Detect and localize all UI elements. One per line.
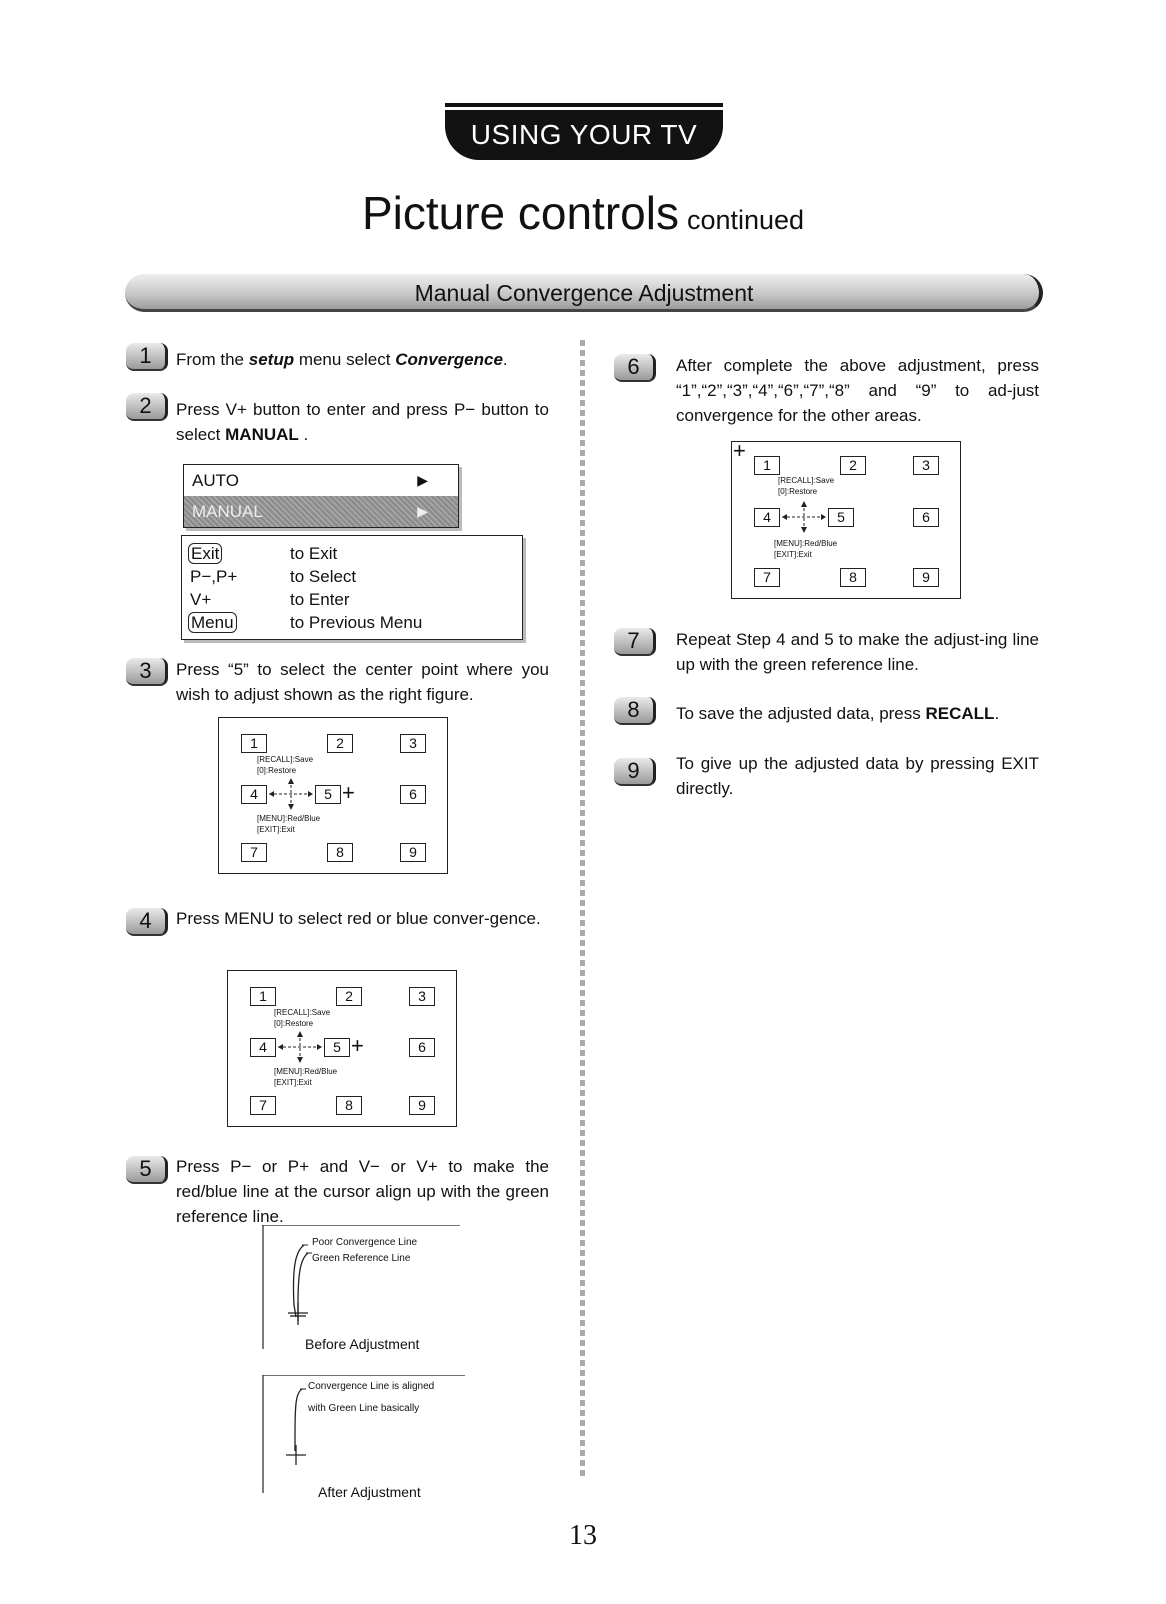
exit-key-icon: Exit: [188, 543, 222, 564]
grid-box-3: 3: [409, 987, 435, 1006]
grid-note-menu: [MENU]:Red/Blue: [274, 1067, 338, 1076]
section-banner-title: Manual Convergence Adjustment: [414, 280, 754, 306]
grid-note-recall: [RECALL]:Save: [274, 1008, 331, 1017]
label-green-reference-line: Green Reference Line: [312, 1253, 411, 1264]
cross-arrows-icon: [276, 1029, 324, 1065]
menu-key-icon: Menu: [188, 612, 237, 633]
legend-action-menu: to Previous Menu: [290, 613, 423, 632]
grid-note-menu: [MENU]:Red/Blue: [774, 539, 838, 548]
after-adjustment-figure: [260, 1375, 465, 1495]
legend-action-select: to Select: [290, 567, 357, 586]
step-badge-5: 5: [126, 1156, 168, 1184]
grid-figure-step3: [218, 717, 448, 874]
step-6-text: After complete the above adjustment, press “1”,“2”,“3”,“4”,“6”,“7”,“8” and “9” to ad-just convergence for the other areas.: [676, 356, 1039, 425]
step-2-post: .: [298, 425, 309, 444]
step-badge-4: 4: [126, 908, 168, 936]
step-2-manual: MANUAL: [225, 425, 299, 444]
step-5-text: Press P− or P+ and V− or V+ to make the red/blue line at the cursor align up with the green reference line.: [176, 1157, 549, 1226]
grid-note-recall: [RECALL]:Save: [257, 755, 314, 764]
step-8-text: [676, 701, 1046, 726]
legend-action-enter: to Enter: [290, 590, 350, 609]
grid-box-8: 8: [840, 568, 866, 587]
grid-box-7: 7: [754, 568, 780, 587]
grid-box-9: 9: [913, 568, 939, 587]
cursor-plus-icon: +: [733, 438, 746, 463]
cursor-plus-icon: +: [342, 780, 355, 805]
cross-arrows-icon: [780, 499, 828, 535]
before-adjustment-caption: Before Adjustment: [305, 1336, 420, 1352]
convergence-menu: [183, 464, 459, 528]
column-divider: [580, 340, 585, 1480]
grid-box-1: 1: [754, 456, 780, 475]
step-1-convergence: Convergence: [395, 350, 503, 369]
grid-box-6: 6: [913, 508, 939, 527]
grid-box-2: 2: [327, 734, 353, 753]
step-badge-6: 6: [614, 354, 656, 382]
grid-box-4: 4: [754, 508, 780, 527]
step-1-post: .: [502, 350, 508, 369]
menu-item-manual-label: MANUAL: [192, 502, 263, 521]
page-title-suffix: continued: [686, 205, 805, 235]
grid-box-5: 5: [324, 1038, 350, 1057]
grid-box-3: 3: [400, 734, 426, 753]
grid-note-restore: [0]:Restore: [257, 766, 297, 775]
header-tab-rule: [445, 103, 723, 107]
grid-note-exit: [EXIT]:Exit: [274, 1078, 312, 1087]
grid-box-2: 2: [840, 456, 866, 475]
step-badge-8: 8: [614, 697, 656, 725]
grid-box-7: 7: [250, 1096, 276, 1115]
grid-box-6: 6: [409, 1038, 435, 1057]
legend-key-exit: [188, 544, 222, 564]
arrow-right-icon: ▶: [417, 472, 428, 488]
page-title: [0, 186, 1166, 240]
grid-note-restore: [0]:Restore: [274, 1019, 314, 1028]
after-adjustment-diagram: [260, 1375, 465, 1495]
step-badge-2: 2: [126, 393, 168, 421]
grid-box-4: 4: [250, 1038, 276, 1057]
menu-item-auto[interactable]: [184, 465, 458, 496]
grid-box-5: 5: [828, 508, 854, 527]
grid-box-3: 3: [913, 456, 939, 475]
grid-note-exit: [EXIT]:Exit: [774, 550, 812, 559]
grid-note-restore: [0]:Restore: [778, 487, 818, 496]
step-4-text: Press MENU to select red or blue conver-gence.: [176, 909, 541, 928]
step-2-text: [176, 397, 549, 447]
arrow-right-icon: ▶: [417, 503, 428, 519]
label-with-green-line: with Green Line basically: [308, 1403, 420, 1414]
label-convergence-aligned: Convergence Line is aligned: [308, 1381, 435, 1392]
step-1-mid: menu select: [294, 350, 396, 369]
grid-box-1: 1: [241, 734, 267, 753]
grid-figure-step4: [227, 970, 457, 1127]
label-poor-convergence-line: Poor Convergence Line: [312, 1237, 418, 1248]
step-7-text: Repeat Step 4 and 5 to make the adjust-ing line up with the green reference line.: [676, 630, 1039, 674]
step-badge-9: 9: [614, 758, 656, 786]
grid-box-9: 9: [409, 1096, 435, 1115]
step-badge-1: 1: [126, 343, 168, 371]
grid-figure-step6: [731, 438, 961, 599]
grid-note-exit: [EXIT]:Exit: [257, 825, 295, 834]
cross-arrows-icon: [267, 776, 315, 812]
page-number: 13: [569, 1520, 597, 1551]
grid-box-9: 9: [400, 843, 426, 862]
after-adjustment-caption: After Adjustment: [318, 1484, 421, 1500]
grid-box-8: 8: [336, 1096, 362, 1115]
grid-note-recall: [RECALL]:Save: [778, 476, 835, 485]
cursor-plus-icon: +: [351, 1033, 364, 1058]
menu-item-auto-label: AUTO: [192, 471, 239, 490]
step-1-setup: setup: [248, 350, 295, 369]
step-1-text: [176, 347, 556, 372]
legend-key-select: P−,P+: [190, 567, 238, 586]
section-tab: USING YOUR TV: [445, 110, 723, 160]
grid-box-2: 2: [336, 987, 362, 1006]
legend-action-exit: to Exit: [290, 544, 338, 563]
grid-box-8: 8: [327, 843, 353, 862]
key-legend: [181, 535, 523, 640]
step-3-text: Press “5” to select the center point where you wish to adjust shown as the right figure.: [176, 660, 549, 704]
legend-key-enter: V+: [190, 590, 212, 609]
grid-box-7: 7: [241, 843, 267, 862]
step-1-pre: From the: [176, 350, 249, 369]
grid-box-5: 5: [315, 785, 341, 804]
grid-note-menu: [MENU]:Red/Blue: [257, 814, 321, 823]
step-badge-7: 7: [614, 628, 656, 656]
grid-box-4: 4: [241, 785, 267, 804]
step-8-post: .: [994, 704, 1000, 723]
menu-item-manual[interactable]: [184, 496, 458, 527]
step-8-pre: To save the adjusted data, press: [676, 704, 926, 723]
grid-box-1: 1: [250, 987, 276, 1006]
page-title-main: Picture controls: [361, 187, 679, 239]
step-9-text: To give up the adjusted data by pressing EXIT directly.: [676, 754, 1039, 798]
step-badge-3: 3: [126, 658, 168, 686]
legend-key-menu: [188, 613, 237, 633]
step-2-pre: Press V+ button to enter and press P− button to select: [176, 400, 549, 444]
step-8-recall: RECALL: [925, 704, 995, 723]
grid-box-6: 6: [400, 785, 426, 804]
